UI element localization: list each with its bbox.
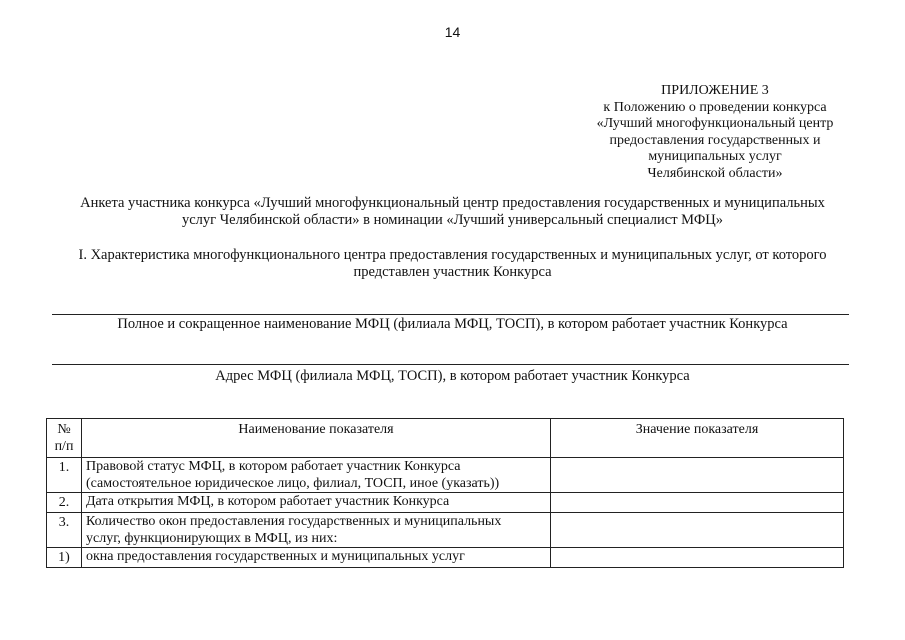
row-indicator-name xyxy=(82,548,551,568)
appendix-header xyxy=(560,83,870,182)
table-row xyxy=(47,548,844,568)
address-field-caption: Адрес МФЦ (филиала МФЦ, ТОСП), в котором работает участник Конкурса xyxy=(215,368,690,384)
form-title xyxy=(40,195,865,229)
row-indicator-line: (самостоятельное юридическое лицо, филиал, ТОСП, иное (указать)) xyxy=(86,476,500,491)
row-number: 3. xyxy=(47,513,82,548)
appendix-line: предоставления государственных и xyxy=(609,132,821,148)
appendix-line: муниципальных услуг xyxy=(648,149,782,164)
page-number: 14 xyxy=(444,24,461,40)
row-number: 1) xyxy=(47,548,82,568)
row-number: 1. xyxy=(47,458,82,493)
column-header-number-line: № xyxy=(57,422,71,437)
name-field-caption: Полное и сокращенное наименование МФЦ (филиала МФЦ, ТОСП), в котором работает участник Конкурса xyxy=(117,316,788,332)
row-indicator-name xyxy=(82,458,551,493)
row-value-cell[interactable] xyxy=(551,493,844,513)
table-row xyxy=(47,513,844,548)
column-header-number-line: п/п xyxy=(54,439,74,454)
column-header-indicator-value: Значение показателя xyxy=(551,419,844,458)
column-header-indicator-name: Наименование показателя xyxy=(82,419,551,458)
row-indicator-name xyxy=(82,493,551,513)
form-title-line: Анкета участника конкурса «Лучший многофункциональный центр предоставления государственных и муниципальных xyxy=(80,195,825,211)
row-value-cell[interactable] xyxy=(551,513,844,548)
row-indicator-line: Количество окон предоставления государственных и муниципальных xyxy=(86,514,502,529)
table-row xyxy=(47,493,844,513)
row-indicator-line: услуг, функционирующих в МФЦ, из них: xyxy=(86,531,338,546)
row-indicator-line: Дата открытия МФЦ, в котором работает участник Конкурса xyxy=(86,494,450,509)
column-header-number xyxy=(47,419,82,458)
appendix-line: ПРИЛОЖЕНИЕ 3 xyxy=(661,83,769,98)
table-row xyxy=(47,458,844,493)
row-value-cell[interactable] xyxy=(551,548,844,568)
appendix-line: Челябинской области» xyxy=(647,165,783,181)
appendix-line: к Положению о проведении конкурса xyxy=(603,99,827,115)
name-fill-line[interactable] xyxy=(52,314,849,315)
section-heading-line: представлен участник Конкурса xyxy=(353,264,552,280)
row-indicator-line: окна предоставления государственных и муниципальных услуг xyxy=(86,549,465,564)
section-heading xyxy=(40,247,865,281)
row-indicator-line: Правовой статус МФЦ, в котором работает участник Конкурса xyxy=(86,459,461,474)
row-number: 2. xyxy=(47,493,82,513)
table-header-row xyxy=(47,419,844,458)
form-title-line: услуг Челябинской области» в номинации «Лучший универсальный специалист МФЦ» xyxy=(181,212,724,228)
appendix-line: «Лучший многофункциональный центр xyxy=(596,116,834,131)
section-heading-line: I. Характеристика многофункционального центра предоставления государственных и муниципальных услуг, от которого xyxy=(78,247,827,263)
indicators-table xyxy=(46,418,844,568)
row-value-cell[interactable] xyxy=(551,458,844,493)
row-indicator-name xyxy=(82,513,551,548)
address-fill-line[interactable] xyxy=(52,364,849,365)
